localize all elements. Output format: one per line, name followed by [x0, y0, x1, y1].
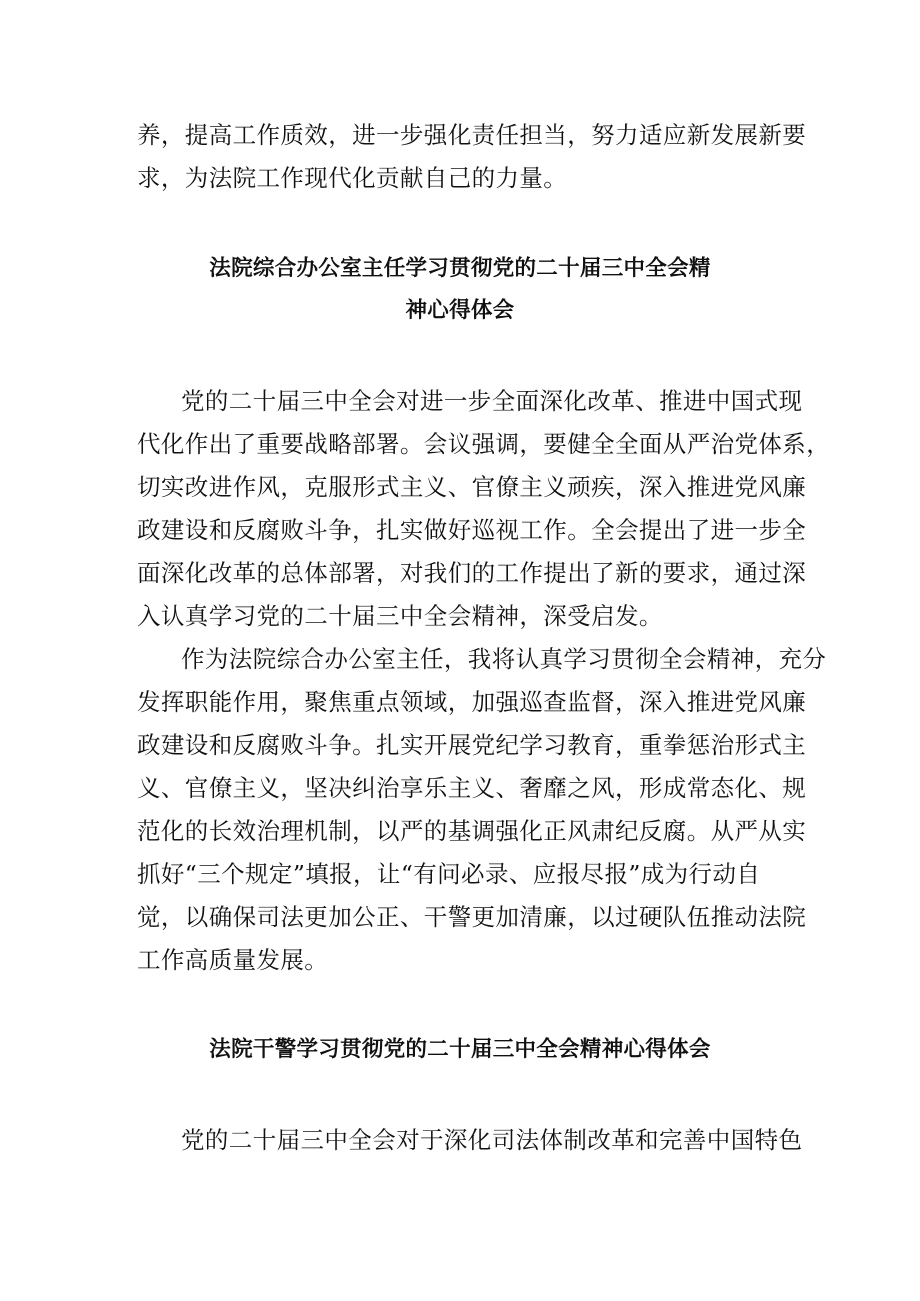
s1p1-line-5: 面深化改革的总体部署，对我们的工作提出了新的要求，通过深	[137, 559, 807, 587]
s1p2-line-2: 发挥职能作用，聚焦重点领域，加强巡查监督，深入推进党风廉	[137, 688, 807, 716]
s1p2-line-4: 义、官僚主义，坚决纠治享乐主义、奢靡之风，形成常态化、规	[137, 774, 807, 802]
s1p2-line-1: 作为法院综合办公室主任，我将认真学习贯彻全会精神，充分	[181, 645, 827, 673]
section1-title-line-2: 神心得体会	[405, 298, 515, 323]
intro-line-2: 求，为法院工作现代化贡献自己的力量。	[137, 164, 568, 192]
s1p2-line-5: 范化的长效治理机制，以严的基调强化正风肃纪反腐。从严从实	[137, 817, 807, 845]
s1p2-line-8: 工作高质量发展。	[137, 946, 329, 974]
s1p2-line-6: 抓好“三个规定”填报，让“有问必录、应报尽报”成为行动自	[137, 860, 761, 888]
s1p1-line-2: 代化作出了重要战略部署。会议强调，要健全全面从严治党体系，	[137, 430, 831, 458]
section1-title-line-1: 法院综合办公室主任学习贯彻党的二十届三中全会精	[209, 256, 711, 281]
s2p1-line-1: 党的二十届三中全会对于深化司法体制改革和完善中国特色	[181, 1126, 803, 1154]
s1p1-line-4: 政建设和反腐败斗争，扎实做好巡视工作。全会提出了进一步全	[137, 516, 807, 544]
s1p1-line-1: 党的二十届三中全会对进一步全面深化改革、推进中国式现	[181, 387, 803, 415]
s1p2-line-7: 觉，以确保司法更加公正、干警更加清廉，以过硬队伍推动法院	[137, 903, 807, 931]
s1p1-line-3: 切实改进作风，克服形式主义、官僚主义顽疾，深入推进党风廉	[137, 473, 807, 501]
section2-title: 法院干警学习贯彻党的二十届三中全会精神心得体会	[209, 1037, 711, 1062]
intro-line-1: 养，提高工作质效，进一步强化责任担当，努力适应新发展新要	[137, 121, 807, 149]
s1p2-line-3: 政建设和反腐败斗争。扎实开展党纪学习教育，重拳惩治形式主	[137, 731, 807, 759]
s1p1-line-6: 入认真学习党的二十届三中全会精神，深受启发。	[137, 602, 663, 630]
